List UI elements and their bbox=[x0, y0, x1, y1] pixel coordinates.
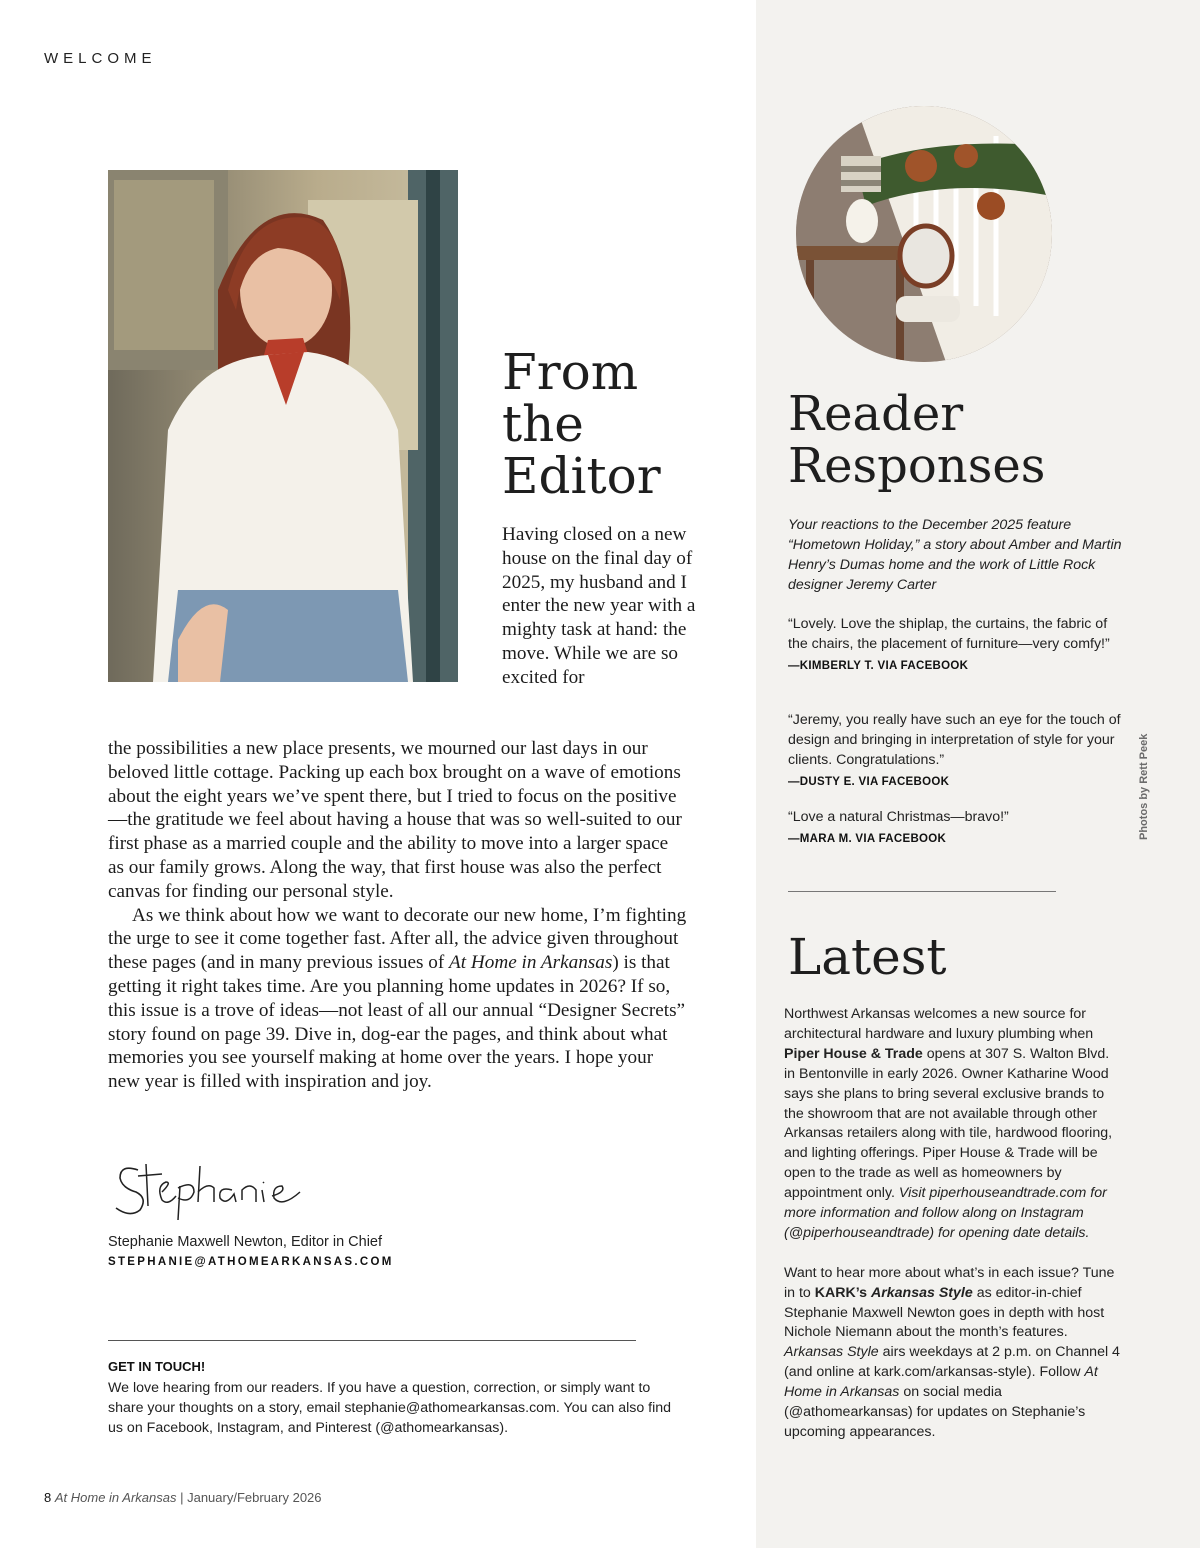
quote-attribution: —DUSTY E. VIA FACEBOOK bbox=[788, 776, 950, 788]
business-name: Piper House & Trade bbox=[784, 1045, 923, 1062]
quote-text: “Lovely. Love the shiplap, the curtains, the fabric of the chairs, the placement of furniture—very comfy!” bbox=[788, 616, 1110, 652]
latest-body bbox=[784, 1005, 1124, 1463]
latest-text: Want to hear more about what’s in each issue? Tune in to bbox=[784, 1264, 1115, 1301]
latest-paragraph bbox=[784, 1264, 1124, 1443]
reader-quote bbox=[788, 614, 1123, 675]
editor-letter-intro bbox=[502, 523, 712, 690]
page-footer bbox=[44, 1490, 322, 1505]
editor-title-line: From bbox=[502, 343, 639, 401]
editor-title-line: Editor bbox=[502, 447, 661, 505]
handwritten-signature bbox=[110, 1152, 310, 1224]
latest-italic-text: Visit piperhouseandtrade.com for more information and follow along on Instagram (@piperhouseandtrade) for opening date details. bbox=[784, 1185, 1107, 1241]
show-name: Arkansas Style bbox=[784, 1344, 879, 1361]
title-line: Responses bbox=[788, 438, 1046, 494]
latest-text: opens at 307 S. Walton Blvd. in Bentonville in early 2026. Owner Katharine Wood says she plans to bring several exclusive brands to the showroom that are not available through other Arkansas retailers along with tile, hardwood flooring, and lighting offerings. Piper House & Trade will be open to the trade as well as homeowners by appointment only. bbox=[784, 1045, 1113, 1202]
reader-responses-intro: Your reactions to the December 2025 feature “Hometown Holiday,” a story about Amber and Martin Henry’s Dumas home and the work of Little Rock designer Jeremy Carter bbox=[788, 517, 1122, 593]
quote-text: “Jeremy, you really have such an eye for the touch of design and bringing in interpretation of style for your clients. Congratulations.” bbox=[788, 712, 1121, 768]
latest-title: Latest bbox=[788, 928, 947, 986]
title-line: Reader bbox=[788, 386, 964, 442]
staircase-photo bbox=[796, 106, 1052, 362]
magazine-name: At Home in Arkansas bbox=[784, 1364, 1098, 1401]
letter-text: ) is that getting it right takes time. Are you planning home updates in 2026? If so, this issue is a trove of ideas—not least of all our annual “Designer Secrets” story found on page 39. Dive in, dog-ear the pages, and think about what memories you see yourself making at home over the years. I hope your new year is filled with inspiration and joy. bbox=[108, 952, 686, 1093]
reader-quote bbox=[788, 807, 1123, 848]
quote-attribution: —MARA M. VIA FACEBOOK bbox=[788, 833, 947, 845]
editor-portrait bbox=[108, 170, 458, 682]
editor-letter-body bbox=[108, 737, 688, 1094]
contact-body: We love hearing from our readers. If you have a question, correction, or simply want to share your thoughts on a story, email stephanie@athomearkansas.com. You can also find us on Facebook, Instagram, and Pinterest (@athomearkansas). bbox=[108, 1380, 672, 1436]
quote-attribution: —KIMBERLY T. VIA FACEBOOK bbox=[788, 660, 969, 672]
signature-name: Stephanie Maxwell Newton, Editor in Chief bbox=[108, 1234, 383, 1250]
latest-text: on social media (@athomearkansas) for updates on Stephanie’s upcoming appearances. bbox=[784, 1384, 1086, 1441]
editor-email-link[interactable]: STEPHANIE@ATHOMEARKANSAS.COM bbox=[108, 1256, 394, 1268]
station-name: KARK’s bbox=[814, 1284, 871, 1301]
footer-separator: | bbox=[176, 1490, 188, 1505]
letter-text: As we think about how we want to decorate our new home, I’m fighting the urge to see it come together fast. After all, the advice given throughout these pages (and in many previous issues of bbox=[108, 904, 687, 974]
show-name: Arkansas Style bbox=[871, 1284, 973, 1301]
editor-title-line: the bbox=[502, 395, 584, 453]
reader-quote bbox=[788, 710, 1123, 791]
magazine-name: At Home in Arkansas bbox=[449, 952, 613, 974]
contact-heading: GET IN TOUCH! bbox=[108, 1359, 206, 1374]
latest-paragraph bbox=[784, 1005, 1124, 1244]
letter-paragraph: Having closed on a new house on the final day of 2025, my husband and I enter the new year with a mighty task at hand: the move. While we are so excited for bbox=[502, 524, 696, 688]
page-number: 8 bbox=[44, 1490, 52, 1505]
footer-magazine-name: At Home in Arkansas bbox=[54, 1490, 177, 1505]
letter-paragraph: the possibilities a new place presents, we mourned our last days in our beloved little cottage. Packing up each box brought on a wave of emotions about the eight years we’ve spent there, but I tried to focus on the positive—the gratitude we feel about having a house that was so well-suited to our first phase as a married couple and the ability to move into a larger space as our family grows. Along the way, that first house was also the perfect canvas for finding our personal style. bbox=[108, 738, 682, 902]
photo-credit: Photos by Rett Peek bbox=[1138, 733, 1150, 840]
divider bbox=[788, 891, 1056, 892]
quote-text: “Love a natural Christmas—bravo!” bbox=[788, 809, 1009, 825]
section-label: WELCOME bbox=[44, 50, 157, 67]
latest-text: as editor-in-chief Stephanie Maxwell Newton goes in depth with host Nichole Niemann about the month’s features. bbox=[784, 1284, 1105, 1341]
editor-title bbox=[502, 343, 661, 505]
footer-issue: January/February 2026 bbox=[187, 1490, 322, 1505]
letter-paragraph bbox=[108, 904, 688, 1094]
latest-text: airs weekdays at 2 p.m. on Channel 4 (and online at kark.com/arkansas-style). Follow bbox=[784, 1344, 1120, 1381]
reader-responses-title bbox=[788, 388, 1045, 492]
divider bbox=[108, 1340, 636, 1341]
latest-text: Northwest Arkansas welcomes a new source for architectural hardware and luxury plumbing when bbox=[784, 1006, 1094, 1042]
